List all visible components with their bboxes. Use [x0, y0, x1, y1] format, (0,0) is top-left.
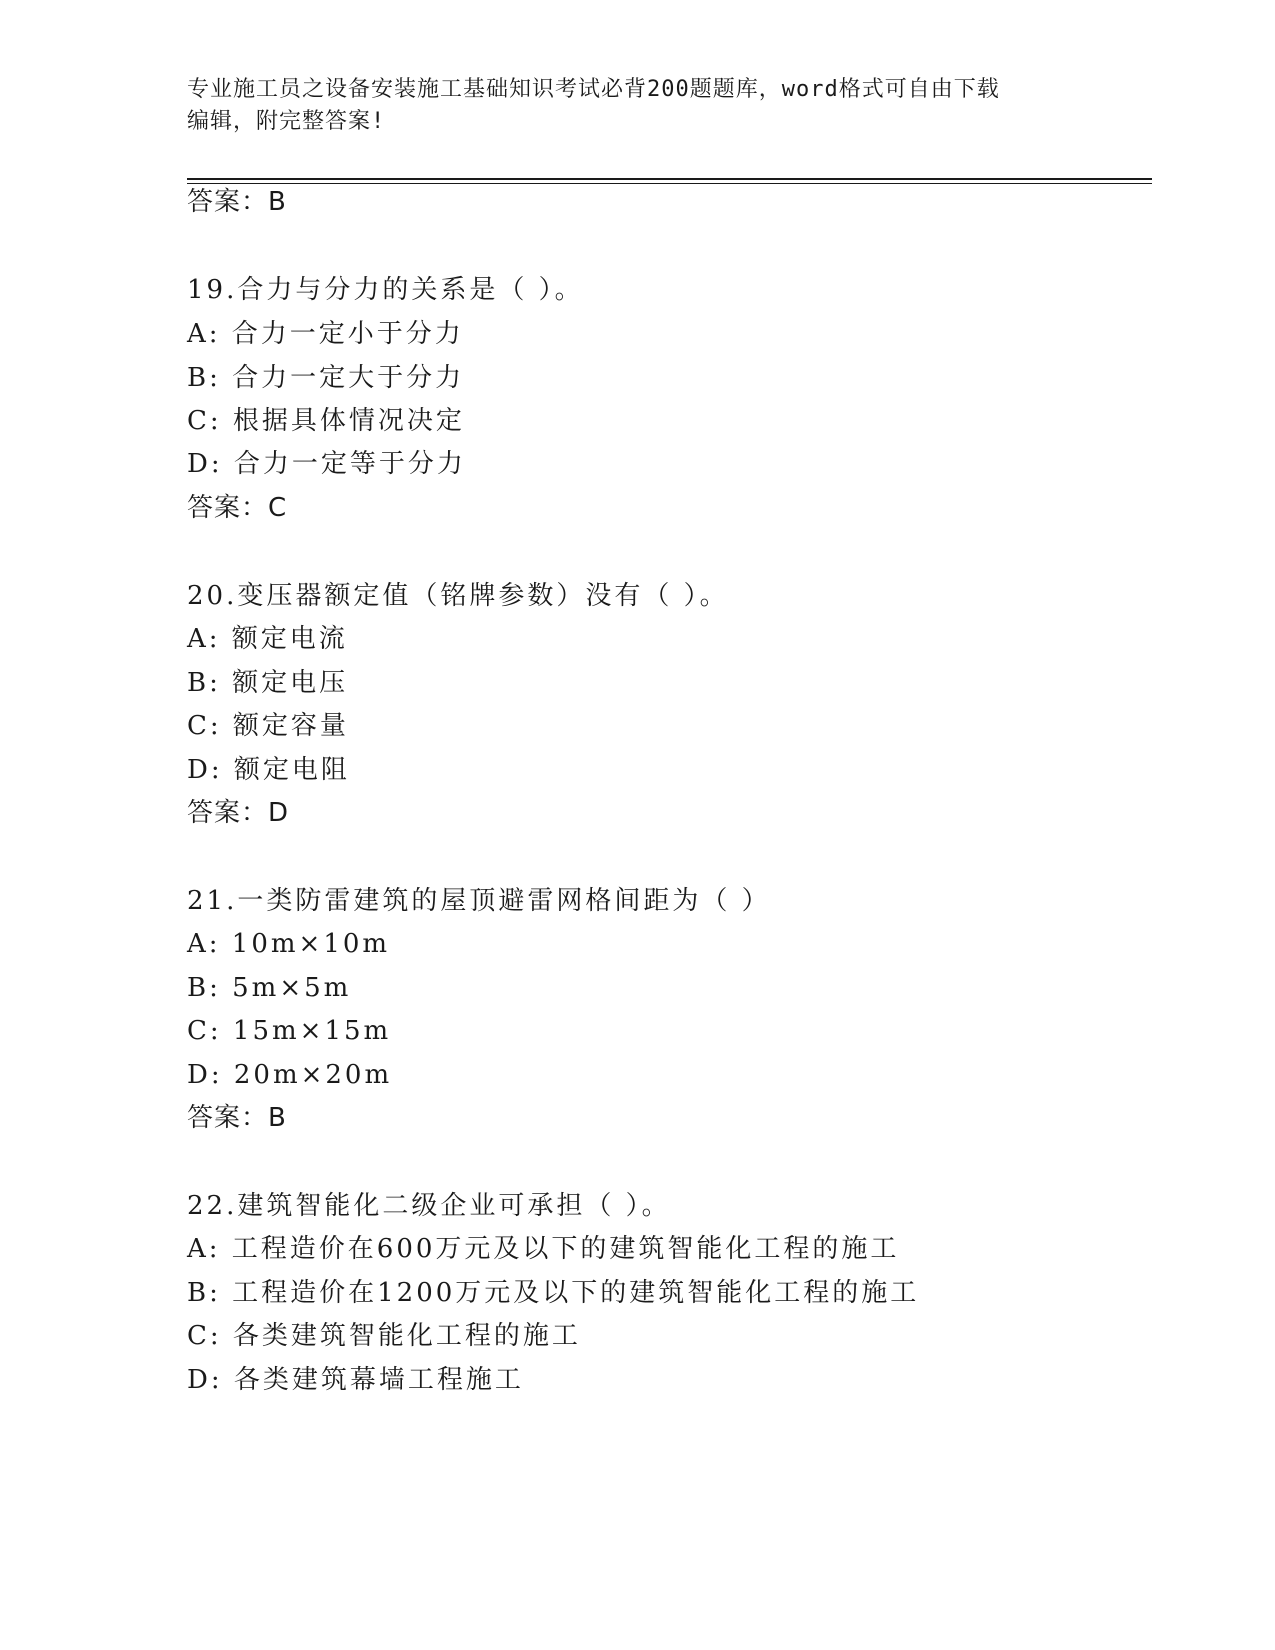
question-19-option-b: B: 合力一定大于分力	[187, 363, 465, 393]
question-22-option-c: C: 各类建筑智能化工程的施工	[187, 1321, 581, 1351]
question-21-option-b: B: 5m×5m	[187, 973, 352, 1003]
header-rule-thick	[187, 178, 1152, 180]
question-19-option-d: D: 合力一定等于分力	[187, 449, 466, 479]
question-21-option-d: D: 20m×20m	[187, 1060, 393, 1090]
document-header	[187, 74, 1087, 138]
question-22-option-a: A: 工程造价在600万元及以下的建筑智能化工程的施工	[187, 1234, 900, 1264]
question-21-answer: 答案：B	[187, 1103, 287, 1133]
question-20-option-b: B: 额定电压	[187, 668, 349, 698]
question-20-option-a: A: 额定电流	[187, 624, 348, 654]
header-rule-thin	[187, 183, 1152, 184]
question-20-option-c: C: 额定容量	[187, 711, 349, 741]
question-19-stem: 19.合力与分力的关系是（ ）。	[187, 275, 584, 305]
question-21-stem: 21.一类防雷建筑的屋顶避雷网格间距为（ ）	[187, 886, 771, 916]
question-19-option-a: A: 合力一定小于分力	[187, 319, 464, 349]
question-22-option-d: D: 各类建筑幕墙工程施工	[187, 1365, 524, 1395]
question-19-option-c: C: 根据具体情况决定	[187, 406, 465, 436]
question-19-answer: 答案：C	[187, 493, 288, 523]
header-title-line-1: 专业施工员之设备安装施工基础知识考试必背200题题库，word格式可自由下载	[187, 77, 1000, 102]
question-22-option-b: B: 工程造价在1200万元及以下的建筑智能化工程的施工	[187, 1278, 920, 1308]
question-21-option-c: C: 15m×15m	[187, 1016, 392, 1046]
question-21-option-a: A: 10m×10m	[187, 929, 391, 959]
question-20-stem: 20.变压器额定值（铭牌参数）没有（ ）。	[187, 581, 729, 611]
previous-answer: 答案：B	[187, 187, 287, 217]
question-22-stem: 22.建筑智能化二级企业可承担（ ）。	[187, 1191, 671, 1221]
question-20-option-d: D: 额定电阻	[187, 755, 350, 785]
header-title-line-2: 编辑，附完整答案!	[187, 109, 386, 134]
question-20-answer: 答案：D	[187, 798, 290, 828]
